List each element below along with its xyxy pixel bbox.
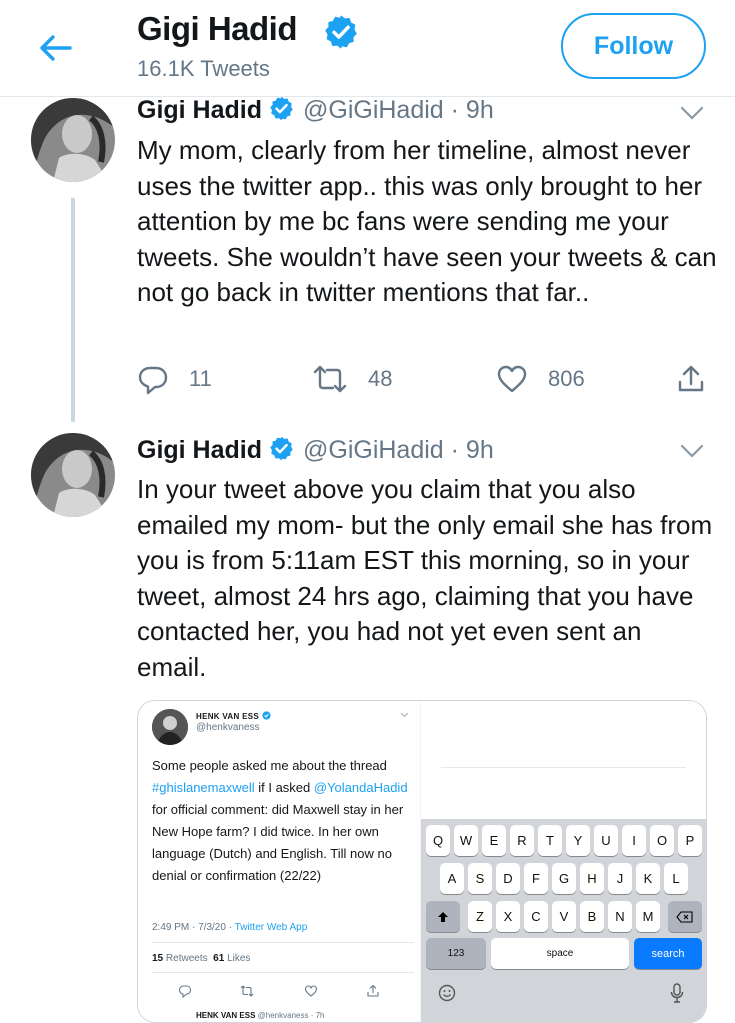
embed-timestamp [152, 922, 307, 933]
tweet-header [137, 95, 494, 125]
reply-button[interactable] [137, 363, 212, 395]
tweet-handle[interactable]: @GiGiHadid [303, 436, 444, 464]
key-g: G [552, 863, 576, 894]
tweet-header [137, 435, 494, 465]
embed-text [152, 755, 414, 887]
retweet-icon [312, 363, 348, 395]
embed-like-count: 61 [213, 953, 225, 964]
key-f: F [524, 863, 548, 894]
reply-count: 11 [189, 366, 212, 391]
keyboard [421, 819, 707, 1023]
tweet-time: · 9h [450, 96, 494, 124]
space-key: space [491, 938, 629, 969]
tweet-handle[interactable]: @GiGiHadid [303, 96, 444, 124]
divider [152, 972, 414, 973]
microphone-icon [670, 983, 684, 1003]
key-d: D [496, 863, 520, 894]
key-t: T [538, 825, 562, 856]
embed-retweets-label: Retweets [165, 953, 208, 964]
share-button[interactable] [675, 363, 727, 395]
key-p: P [678, 825, 702, 856]
delete-key [668, 901, 702, 932]
back-arrow-icon[interactable] [36, 28, 76, 68]
backspace-icon [676, 911, 694, 923]
embed-next-name: HENK VAN ESS [196, 1011, 256, 1020]
key-i: I [622, 825, 646, 856]
share-icon [675, 363, 707, 395]
embed-text-3: for official comment: did Maxwell stay in her New Hope farm? I did twice. In her own language (Dutch) and English. Till now no denial or confirmation (22/22) [152, 802, 404, 883]
like-button[interactable] [496, 363, 585, 395]
embed-likes-label: Likes [227, 953, 251, 964]
embed-hashtag: #ghislanemaxwell [152, 780, 255, 795]
key-m: M [636, 901, 660, 932]
key-c: C [524, 901, 548, 932]
verified-badge-icon [262, 711, 271, 720]
emoji-icon [438, 984, 456, 1002]
search-key: search [634, 938, 702, 969]
key-n: N [608, 901, 632, 932]
key-x: X [496, 901, 520, 932]
embed-author-name [196, 711, 271, 721]
tweet-text: My mom, clearly from her timeline, almost never uses the twitter app.. this was only brought to her attention by me bc fans were sending me your tweets. She wouldn’t have seen your tweets & can not go back in twitter mentions that far.. [137, 135, 717, 307]
key-o: O [650, 825, 674, 856]
avatar[interactable] [31, 98, 115, 182]
tweet-author-name[interactable]: Gigi Hadid [137, 96, 262, 124]
key-s: S [468, 863, 492, 894]
embed-handle: @henkvaness [196, 722, 260, 733]
profile-name: Gigi Hadid [137, 10, 297, 47]
key-y: Y [566, 825, 590, 856]
embed-next-tweet [196, 1011, 324, 1020]
key-b: B [580, 901, 604, 932]
embed-time: 2:49 PM · 7/3/20 · [152, 922, 235, 933]
tweet-author-name[interactable]: Gigi Hadid [137, 436, 262, 464]
avatar-photo [31, 433, 115, 517]
tweet-media-image[interactable] [137, 700, 707, 1023]
key-z: Z [468, 901, 492, 932]
key-k: K [636, 863, 660, 894]
tweet-time: · 9h [450, 436, 494, 464]
embed-text-2: if I asked [254, 780, 314, 795]
key-v: V [552, 901, 576, 932]
embed-stats [152, 953, 250, 964]
profile-header [0, 0, 735, 97]
key-u: U [594, 825, 618, 856]
divider [441, 767, 686, 768]
reply-icon [137, 363, 169, 395]
chevron-down-icon [400, 712, 409, 718]
like-count: 806 [548, 366, 585, 391]
embedded-tweet [138, 701, 420, 1023]
key-r: R [510, 825, 534, 856]
chevron-down-icon[interactable] [680, 444, 704, 458]
heart-icon [496, 363, 528, 395]
shift-arrow-icon [437, 911, 449, 923]
retweet-count: 48 [368, 366, 393, 391]
embed-avatar-photo [152, 709, 188, 745]
key-e: E [482, 825, 506, 856]
verified-badge-icon [268, 435, 295, 462]
retweet-icon [240, 984, 254, 998]
verified-badge-icon [268, 95, 295, 122]
embed-avatar [152, 709, 188, 745]
avatar-photo [31, 98, 115, 182]
key-l: L [664, 863, 688, 894]
share-icon [366, 984, 380, 998]
key-a: A [440, 863, 464, 894]
divider [152, 942, 414, 943]
key-h: H [580, 863, 604, 894]
embed-author-name-text: HENK VAN ESS [196, 712, 260, 721]
thread-line [71, 198, 75, 422]
verified-badge-icon [322, 13, 360, 51]
key-q: Q [426, 825, 450, 856]
embed-retweet-count: 15 [152, 953, 164, 964]
text-input-area [421, 701, 707, 819]
tweet-text: In your tweet above you claim that you also emailed my mom- but the only email she has from you is from 5:11am EST this morning, so in your tweet, almost 24 hrs ago, claiming that you have contacted her, you had not yet even sent an email. [137, 474, 713, 682]
follow-button[interactable]: Follow [561, 13, 706, 79]
chevron-down-icon[interactable] [680, 106, 704, 120]
embed-next-meta: @henkvaness · 7h [257, 1011, 325, 1020]
avatar[interactable] [31, 433, 115, 517]
retweet-button[interactable] [312, 363, 392, 395]
heart-icon [304, 984, 318, 998]
embed-text-1: Some people asked me about the thread [152, 758, 387, 773]
embed-mention: @YolandaHadid [313, 780, 408, 795]
key-w: W [454, 825, 478, 856]
key-j: J [608, 863, 632, 894]
embed-source: Twitter Web App [234, 922, 308, 933]
shift-key [426, 901, 460, 932]
numbers-key: 123 [426, 938, 486, 969]
tweet-count: 16.1K Tweets [137, 56, 270, 81]
reply-icon [178, 984, 192, 998]
